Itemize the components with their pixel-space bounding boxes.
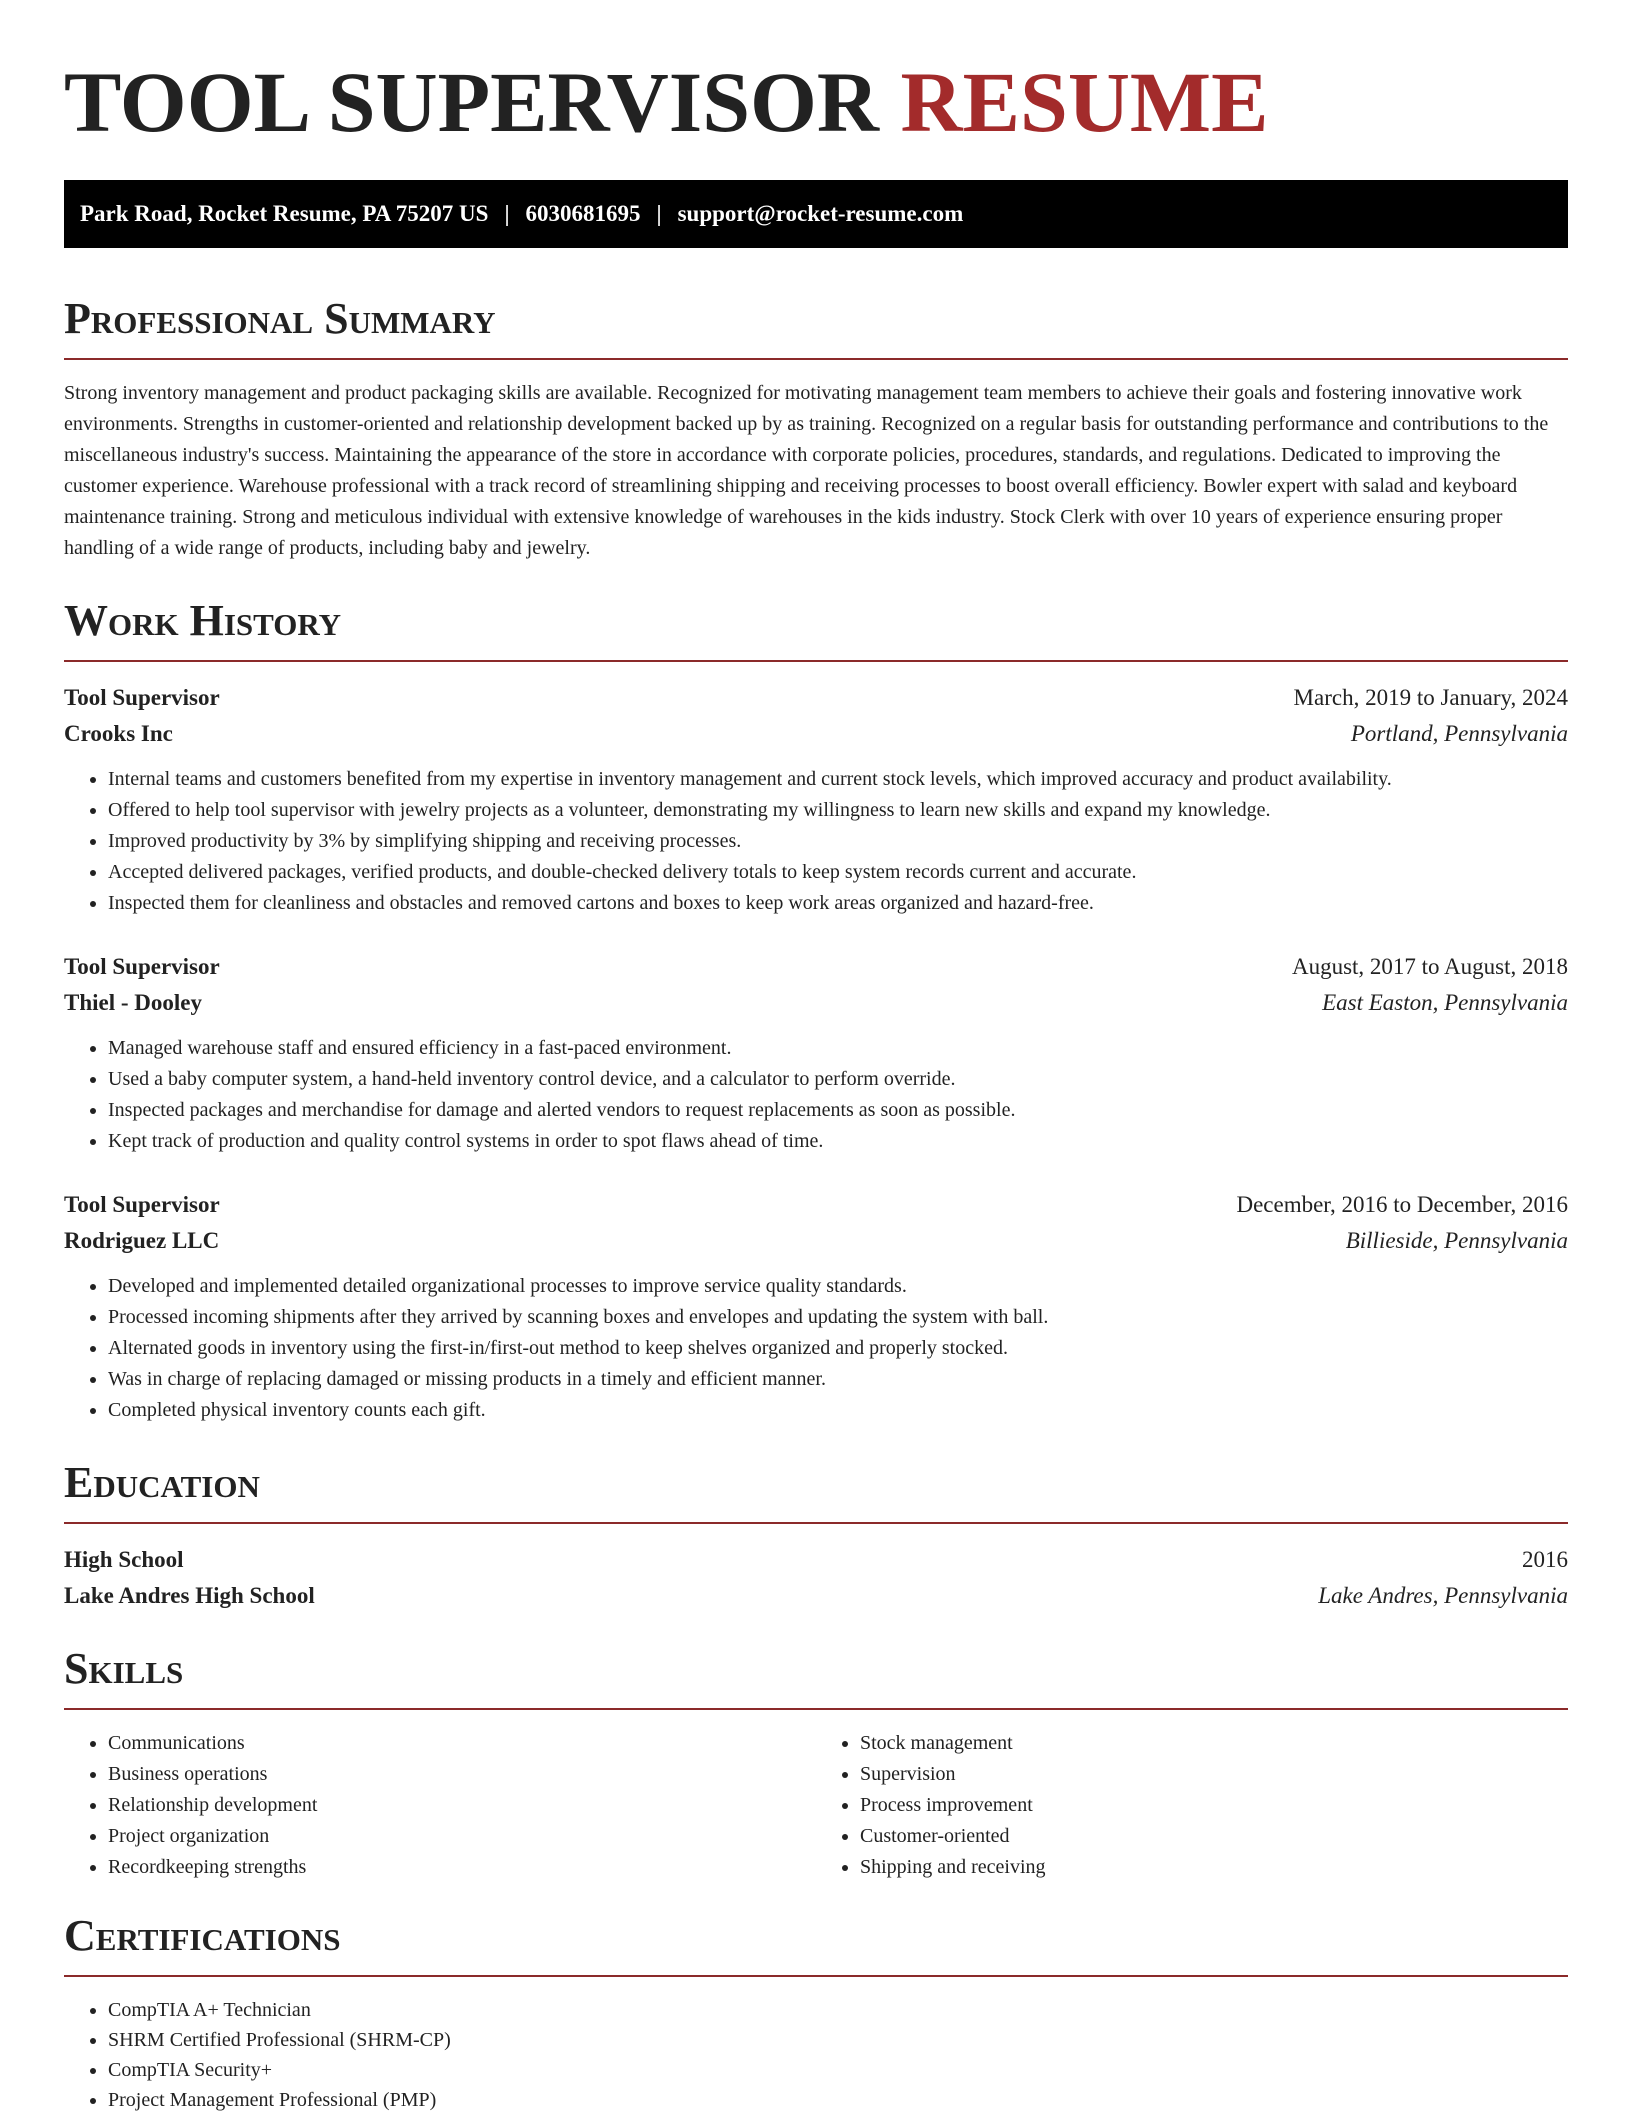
job-bullet: • Processed incoming shipments after they arrived by scanning boxes and envelopes and updating the system with ball. (108, 1302, 1568, 1333)
work-history-heading: Work History (64, 596, 342, 645)
job-company: Rodriguez LLC (64, 1228, 220, 1253)
skill-item: • Business operations (108, 1759, 816, 1790)
certifications-section (64, 1909, 1568, 2115)
job-location: Billieside, Pennsylvania (1345, 1228, 1568, 1253)
job-bullet: • Accepted delivered packages, verified products, and double-checked delivery totals to keep system records current and accurate. (108, 857, 1568, 888)
contact-email: support@rocket-resume.com (677, 201, 964, 226)
skill-item: • Supervision (860, 1759, 1568, 1790)
skill-item: • Relationship development (108, 1790, 816, 1821)
section-divider (64, 660, 1568, 662)
job-entry (64, 680, 1568, 919)
job-location: Portland, Pennsylvania (1350, 721, 1568, 746)
section-divider (64, 358, 1568, 360)
certifications-heading: Certifications (64, 1911, 341, 1960)
education-degree: High School (64, 1547, 184, 1572)
skill-item: • Stock management (860, 1728, 1568, 1759)
job-bullet: • Improved productivity by 3% by simplifying shipping and receiving processes. (108, 826, 1568, 857)
job-entry (64, 1187, 1568, 1426)
title-accent: RESUME (900, 54, 1269, 150)
job-dates: March, 2019 to January, 2024 (1293, 685, 1568, 710)
skills-grid (64, 1728, 1568, 1883)
education-heading: Education (64, 1458, 260, 1507)
summary-text: Strong inventory management and product packaging skills are available. Recognized for motivating management team members to achieve their goals and fostering innovative work environments. Strengths in customer-oriented and relationship development backed up by as training. Recognized on a regular basis for outstanding performance and contributions to the miscellaneous industry's success. Maintaining the appearance of the store in accordance with corporate policies, procedures, standards, and regulations. Dedicated to improving the customer experience. Warehouse professional with a track record of streamlining shipping and receiving processes to boost overall efficiency. Bowler expert with salad and keyboard maintenance training. Strong and meticulous individual with extensive knowledge of warehouses in the kids industry. Stock Clerk with over 10 years of experience ensuring proper handling of a wide range of products, including baby and jewelry. (64, 382, 1549, 559)
job-company: Crooks Inc (64, 721, 173, 746)
education-location: Lake Andres, Pennsylvania (1318, 1583, 1568, 1608)
job-bullet: • Managed warehouse staff and ensured efficiency in a fast-paced environment. (108, 1033, 1568, 1064)
job-bullet: • Developed and implemented detailed organizational processes to improve service quality standards. (108, 1271, 1568, 1302)
certification-item: • CompTIA A+ Technician (108, 1995, 1568, 2025)
skill-item: • Project organization (108, 1821, 816, 1852)
job-bullet: • Alternated goods in inventory using the first-in/first-out method to keep shelves organized and properly stocked. (108, 1333, 1568, 1364)
summary-heading: Professional Summary (64, 294, 496, 343)
job-bullets (64, 764, 1568, 919)
job-bullet: • Offered to help tool supervisor with jewelry projects as a volunteer, demonstrating my willingness to learn new skills and expand my knowledge. (108, 795, 1568, 826)
title-main: TOOL SUPERVISOR (64, 54, 880, 150)
contact-bar (64, 180, 1568, 248)
skills-list-left (64, 1728, 816, 1883)
job-bullet: • Inspected packages and merchandise for damage and alerted vendors to request replacements as soon as possible. (108, 1095, 1568, 1126)
section-divider (64, 1522, 1568, 1524)
education-section (64, 1456, 1568, 1614)
skills-heading: Skills (64, 1644, 184, 1693)
certification-item: • Project Management Professional (PMP) (108, 2085, 1568, 2115)
contact-separator: | (504, 201, 510, 226)
skill-item: • Process improvement (860, 1790, 1568, 1821)
job-location: East Easton, Pennsylvania (1322, 990, 1568, 1015)
education-school: Lake Andres High School (64, 1583, 315, 1608)
job-dates: August, 2017 to August, 2018 (1291, 954, 1568, 979)
job-title: Tool Supervisor (64, 954, 220, 979)
skills-section (64, 1642, 1568, 1883)
contact-separator: | (656, 201, 662, 226)
section-divider (64, 1708, 1568, 1710)
certification-item: • SHRM Certified Professional (SHRM-CP) (108, 2025, 1568, 2055)
skills-list-right (816, 1728, 1568, 1883)
summary-section (64, 292, 1568, 564)
job-entry (64, 949, 1568, 1157)
education-year: 2016 (1522, 1547, 1568, 1572)
job-company: Thiel - Dooley (64, 990, 202, 1015)
section-divider (64, 1975, 1568, 1977)
certifications-list (64, 1995, 1568, 2115)
job-bullet: • Kept track of production and quality control systems in order to spot flaws ahead of time. (108, 1126, 1568, 1157)
job-bullet: • Used a baby computer system, a hand-held inventory control device, and a calculator to perform override. (108, 1064, 1568, 1095)
job-bullets (64, 1271, 1568, 1426)
skill-item: • Customer-oriented (860, 1821, 1568, 1852)
job-title: Tool Supervisor (64, 685, 220, 710)
job-dates: December, 2016 to December, 2016 (1236, 1192, 1568, 1217)
job-bullet: • Internal teams and customers benefited from my expertise in inventory management and current stock levels, which improved accuracy and product availability. (108, 764, 1568, 795)
skill-item: • Recordkeeping strengths (108, 1852, 816, 1883)
job-title: Tool Supervisor (64, 1192, 220, 1217)
job-bullet: • Was in charge of replacing damaged or missing products in a timely and efficient manner. (108, 1364, 1568, 1395)
job-bullets (64, 1033, 1568, 1157)
job-bullet: • Completed physical inventory counts each gift. (108, 1395, 1568, 1426)
job-bullet: • Inspected them for cleanliness and obstacles and removed cartons and boxes to keep work areas organized and hazard-free. (108, 888, 1568, 919)
certification-item: • CompTIA Security+ (108, 2055, 1568, 2085)
skill-item: • Shipping and receiving (860, 1852, 1568, 1883)
contact-address: Park Road, Rocket Resume, PA 75207 US (80, 201, 489, 226)
skill-item: • Communications (108, 1728, 816, 1759)
work-history-section (64, 594, 1568, 1426)
contact-phone: 6030681695 (525, 201, 641, 226)
page-title (64, 52, 1568, 152)
